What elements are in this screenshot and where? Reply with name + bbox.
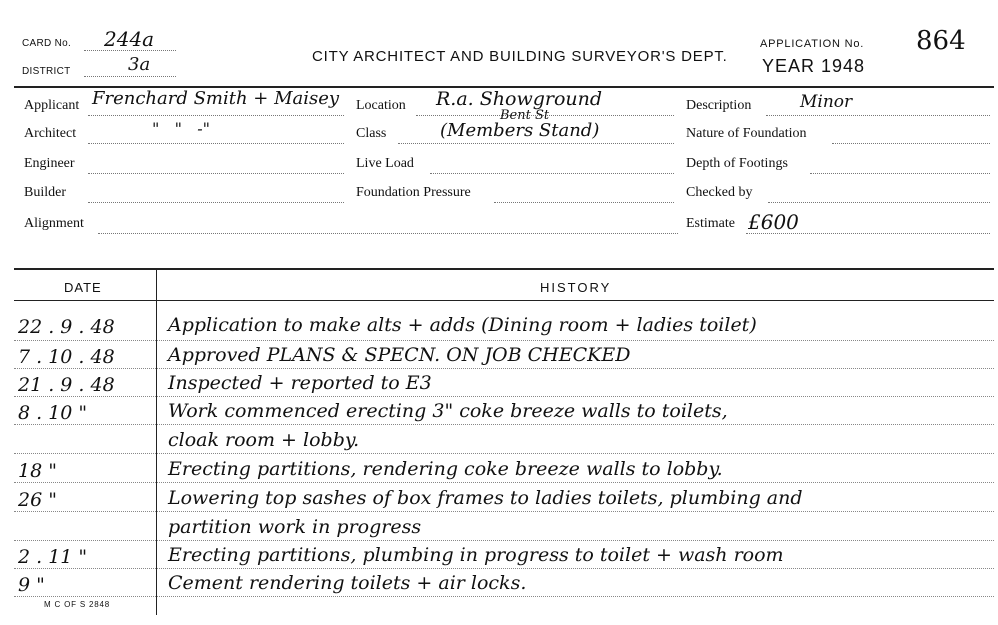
history-header-rule — [14, 300, 994, 301]
card-no-value: 244a — [104, 27, 155, 51]
builder-label: Builder — [24, 185, 66, 200]
builder-line — [88, 202, 344, 203]
department-title: CITY ARCHITECT AND BUILDING SURVEYOR'S DEPT. — [312, 48, 728, 65]
checked-by-label: Checked by — [686, 185, 753, 200]
depth-of-footings-line — [810, 173, 990, 174]
date-column-header: DATE — [64, 280, 102, 295]
architect-value: " " -" — [152, 119, 210, 138]
class-line — [398, 143, 674, 144]
application-no-label: APPLICATION No. — [760, 38, 865, 50]
district-value: 3a — [128, 54, 151, 75]
location-value: R.a. Showground — [436, 88, 603, 110]
row-guide — [14, 596, 994, 597]
date-column-divider — [156, 270, 157, 615]
application-no-value: 864 — [916, 26, 966, 56]
live-load-label: Live Load — [356, 156, 414, 171]
history-row-date: 8 . 10 " — [18, 402, 88, 424]
row-guide — [14, 482, 994, 483]
history-row-text: Erecting partitions, plumbing in progress to toilet + wash room — [168, 544, 784, 566]
description-line — [766, 115, 990, 116]
estimate-label: Estimate — [686, 216, 735, 231]
history-row-date: 22 . 9 . 48 — [18, 316, 115, 338]
history-row-text: Inspected + reported to E3 — [168, 372, 432, 394]
history-top-rule — [14, 268, 994, 270]
depth-of-footings-label: Depth of Footings — [686, 156, 788, 171]
engineer-label: Engineer — [24, 156, 75, 171]
history-row-text: Cement rendering toilets + air locks. — [168, 572, 527, 594]
applicant-label: Applicant — [24, 98, 80, 113]
history-row-date: 26 " — [18, 489, 57, 511]
estimate-value: £600 — [748, 210, 799, 234]
applicant-value: Frenchard Smith + Maisey — [92, 88, 340, 109]
row-guide — [14, 540, 994, 541]
form-reference: M C OF S 2848 — [44, 600, 110, 609]
alignment-line — [98, 233, 678, 234]
location-extra: Bent St — [500, 108, 550, 123]
history-row-text: partition work in progress — [168, 516, 422, 538]
row-guide — [14, 453, 994, 454]
row-guide — [14, 424, 994, 425]
description-label: Description — [686, 98, 752, 113]
district-line — [84, 76, 176, 77]
row-guide — [14, 568, 994, 569]
nature-of-foundation-label: Nature of Foundation — [686, 126, 807, 141]
live-load-line — [430, 173, 674, 174]
row-guide — [14, 396, 994, 397]
history-row-text: Lowering top sashes of box frames to ladies toilets, plumbing and — [168, 487, 803, 509]
checked-by-line — [768, 202, 990, 203]
engineer-line — [88, 173, 344, 174]
year-label: YEAR 1948 — [762, 56, 866, 76]
history-row-date: 18 " — [18, 460, 57, 482]
class-value: (Members Stand) — [440, 120, 600, 141]
row-guide — [14, 340, 994, 341]
history-row-date: 7 . 10 . 48 — [18, 346, 115, 368]
district-label: DISTRICT — [22, 66, 71, 77]
foundation-pressure-label: Foundation Pressure — [356, 185, 471, 200]
history-column-header: HISTORY — [540, 280, 612, 295]
row-guide — [14, 511, 994, 512]
card-no-label: CARD No. — [22, 38, 72, 49]
description-value: Minor — [800, 92, 853, 112]
foundation-pressure-line — [494, 202, 674, 203]
history-row-date: 9 " — [18, 574, 45, 596]
location-label: Location — [356, 98, 406, 113]
alignment-label: Alignment — [24, 216, 84, 231]
applicant-line — [88, 115, 344, 116]
architect-line — [88, 143, 344, 144]
architect-label: Architect — [24, 126, 77, 141]
history-row-text: Erecting partitions, rendering coke breeze walls to lobby. — [168, 458, 723, 480]
row-guide — [14, 368, 994, 369]
history-row-text: cloak room + lobby. — [168, 429, 360, 451]
history-row-text: Approved PLANS & SPECN. ON JOB CHECKED — [168, 344, 631, 366]
class-label: Class — [356, 126, 387, 141]
history-row-text: Work commenced erecting 3" coke breeze walls to toilets, — [168, 400, 728, 422]
history-row-text: Application to make alts + adds (Dining room + ladies toilet) — [168, 314, 757, 336]
history-row-date: 2 . 11 " — [18, 546, 88, 568]
nature-of-foundation-line — [832, 143, 990, 144]
history-row-date: 21 . 9 . 48 — [18, 374, 115, 396]
